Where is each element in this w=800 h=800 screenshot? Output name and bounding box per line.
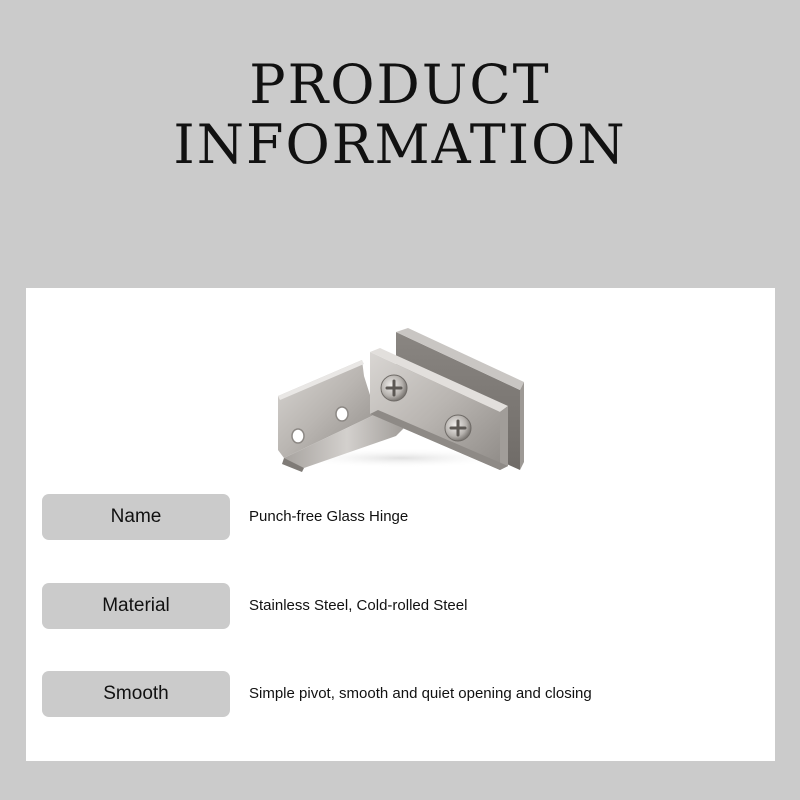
product-info-card	[26, 288, 775, 761]
spec-label: Smooth	[42, 671, 230, 717]
spec-value: Punch-free Glass Hinge	[249, 508, 409, 525]
glass-hinge-image	[276, 318, 526, 473]
spec-label: Name	[42, 494, 230, 540]
spec-row-name	[42, 494, 762, 540]
spec-value: Simple pivot, smooth and quiet opening and closing	[249, 685, 592, 702]
page-title-line-2: INFORMATION	[173, 113, 627, 176]
spec-label: Material	[42, 583, 230, 629]
spec-row-smooth	[42, 671, 762, 717]
spec-row-material	[42, 583, 762, 629]
page-title-line-1: PRODUCT	[249, 53, 551, 116]
spec-value: Stainless Steel, Cold-rolled Steel	[249, 597, 468, 614]
